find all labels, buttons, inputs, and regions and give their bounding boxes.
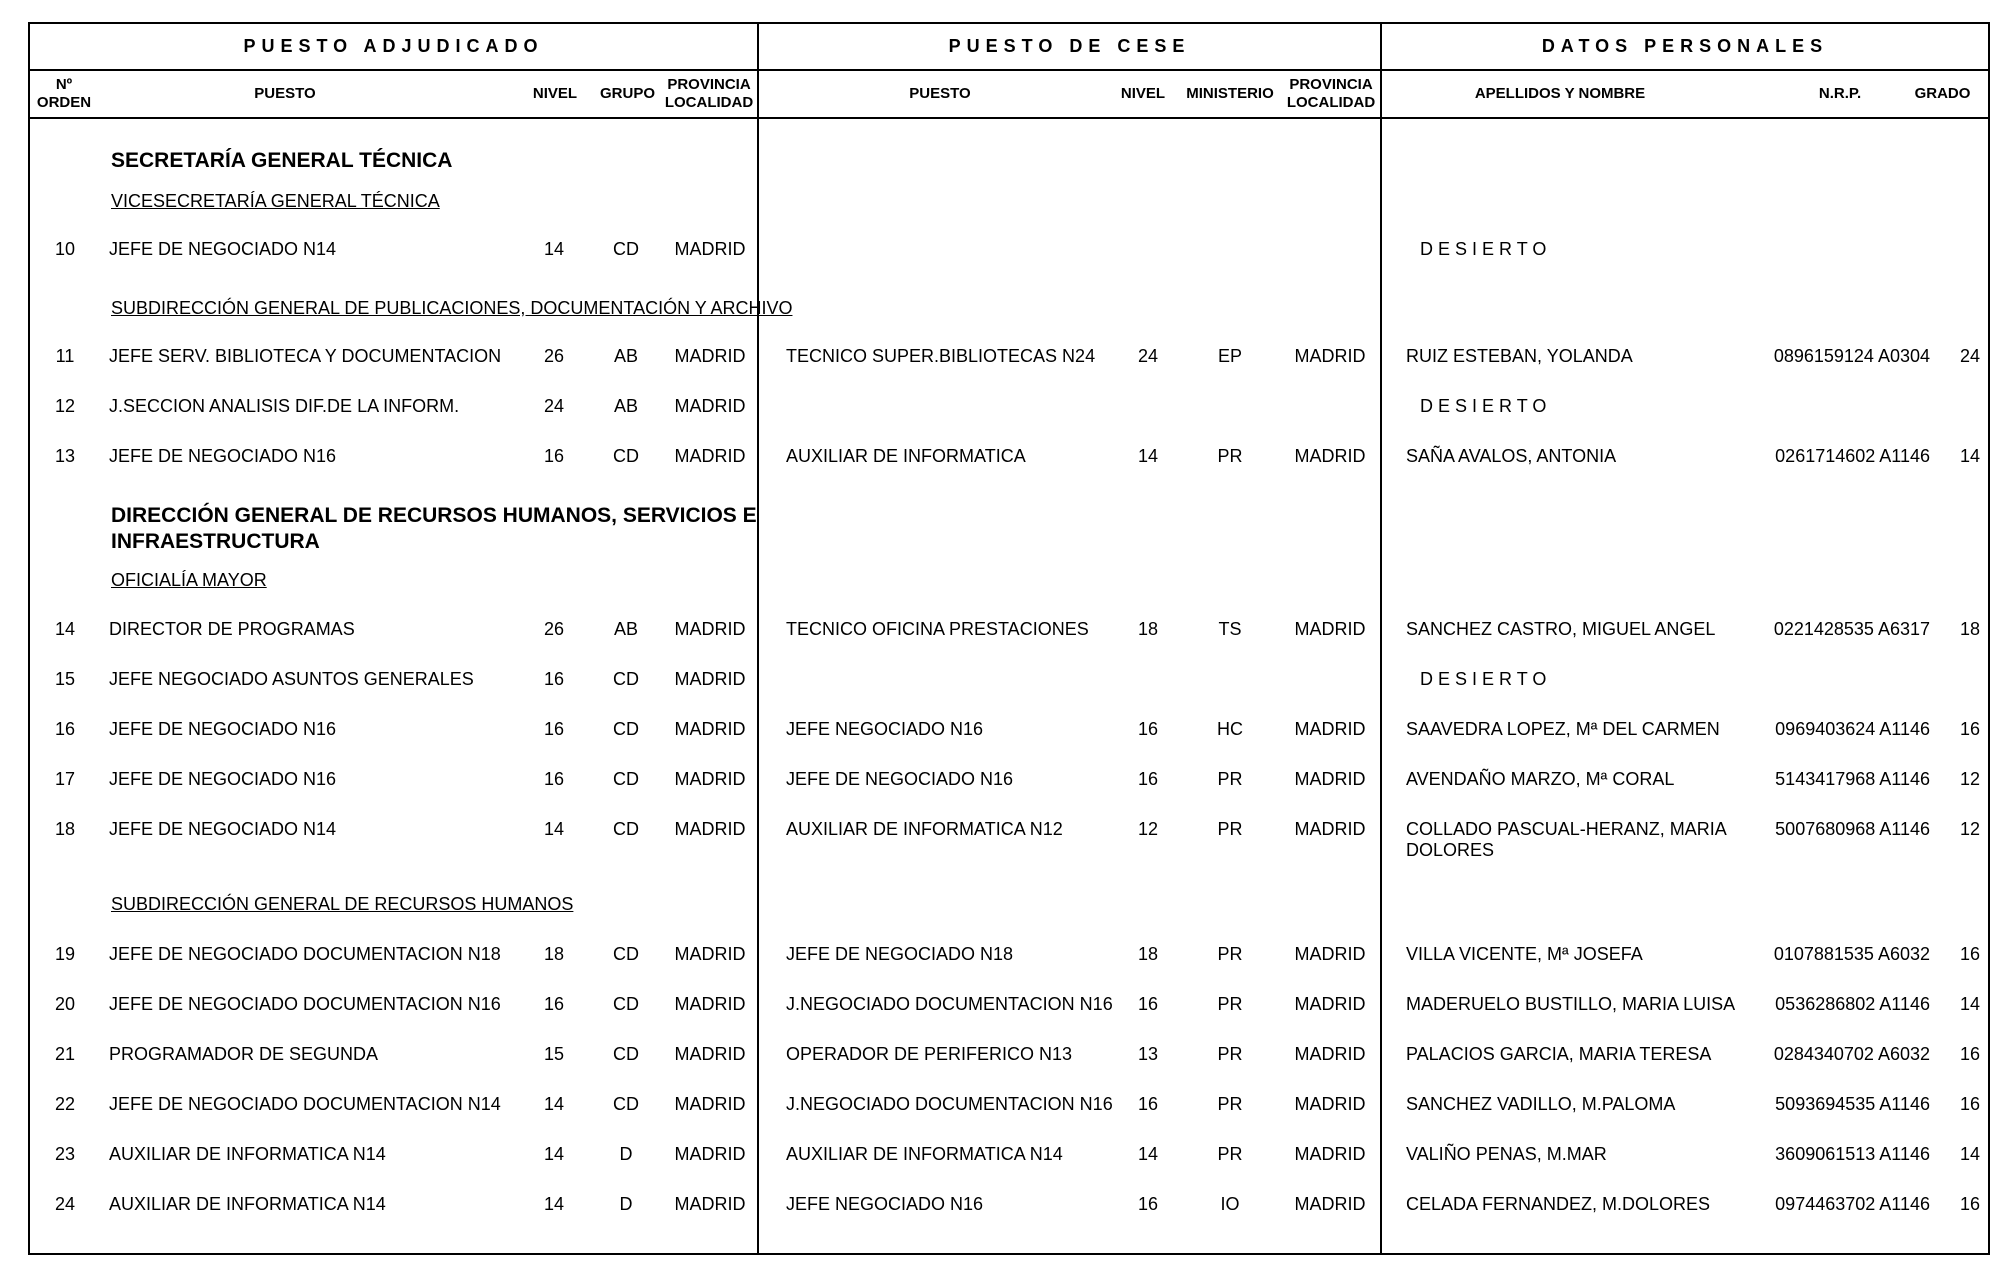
col-header-grado: GRADO xyxy=(1914,85,1971,102)
cell-orden: 16 xyxy=(54,719,76,739)
cell-grupo: AB xyxy=(613,396,638,416)
cell-puesto: AUXILIAR DE INFORMATICA N14 xyxy=(109,1144,386,1164)
cell-grado: 16 xyxy=(1959,1044,1980,1064)
cell-nombre: COLLADO PASCUAL-HERANZ, MARIA xyxy=(1406,819,1727,839)
cell-grupo: D xyxy=(619,1194,633,1214)
cell-puesto: JEFE DE NEGOCIADO N14 xyxy=(109,819,337,839)
cell-cese-puesto: AUXILIAR DE INFORMATICA N14 xyxy=(786,1144,1063,1164)
cell-cese-puesto: JEFE NEGOCIADO N16 xyxy=(786,1194,984,1214)
cell-nivel: 14 xyxy=(543,1094,565,1114)
cell-cese-nivel: 16 xyxy=(1137,769,1159,789)
cell-orden: 18 xyxy=(54,819,76,839)
cell-grupo: AB xyxy=(613,619,638,639)
subsection-recursos-humanos: SUBDIRECCIÓN GENERAL DE RECURSOS HUMANOS xyxy=(111,894,574,914)
cell-orden: 12 xyxy=(54,396,76,416)
cell-grado: 12 xyxy=(1959,769,1980,789)
cell-provincia: MADRID xyxy=(674,769,746,789)
cell-provincia: MADRID xyxy=(674,944,746,964)
cell-nivel: 14 xyxy=(543,1194,565,1214)
cell-grado: 14 xyxy=(1959,1144,1980,1164)
cell-cese-provincia: MADRID xyxy=(1294,619,1366,639)
cell-orden: 10 xyxy=(54,239,76,259)
cell-nombre: RUIZ ESTEBAN, YOLANDA xyxy=(1406,346,1633,366)
cell-nombre: MADERUELO BUSTILLO, MARIA LUISA xyxy=(1406,994,1736,1014)
cell-provincia: MADRID xyxy=(674,619,746,639)
cell-cese-puesto: AUXILIAR DE INFORMATICA xyxy=(786,446,1026,466)
cell-nombre-line2: DOLORES xyxy=(1406,840,1495,860)
cell-orden: 15 xyxy=(54,669,76,689)
subsection-oficialia-mayor: OFICIALÍA MAYOR xyxy=(111,570,267,590)
cell-provincia: MADRID xyxy=(674,994,746,1014)
section-recursos-humanos-line1: DIRECCIÓN GENERAL DE RECURSOS HUMANOS, SERVICIOS E xyxy=(111,504,757,527)
cell-cese-provincia: MADRID xyxy=(1294,944,1366,964)
cell-nivel: 16 xyxy=(543,719,565,739)
cell-ministerio: IO xyxy=(1220,1194,1240,1214)
cell-nivel: 16 xyxy=(543,769,565,789)
cell-grado: 14 xyxy=(1959,994,1980,1014)
column-divider-personales xyxy=(1380,22,1382,1255)
cell-grupo: CD xyxy=(613,719,639,739)
cell-puesto: JEFE DE NEGOCIADO DOCUMENTACION N16 xyxy=(109,994,501,1014)
cell-orden: 13 xyxy=(54,446,76,466)
cell-nivel: 15 xyxy=(543,1044,565,1064)
cell-nombre: CELADA FERNANDEZ, M.DOLORES xyxy=(1406,1194,1711,1214)
header-puesto-cese: PUESTO DE CESE xyxy=(948,36,1191,56)
cell-nrp: 0107881535 A6032 xyxy=(1773,944,1930,964)
col-header-provincia-line2: LOCALIDAD xyxy=(664,94,754,111)
col-header-puesto: PUESTO xyxy=(254,85,316,102)
cell-puesto: JEFE DE NEGOCIADO N14 xyxy=(109,239,337,259)
cell-grupo: CD xyxy=(613,446,639,466)
cell-nrp: 5143417968 A1146 xyxy=(1775,769,1930,789)
cell-ministerio: TS xyxy=(1218,619,1242,639)
cell-cese-provincia: MADRID xyxy=(1294,346,1366,366)
col-header-nrp: N.R.P. xyxy=(1818,85,1862,102)
cell-grado: 16 xyxy=(1959,719,1980,739)
cell-grupo: CD xyxy=(613,1094,639,1114)
cell-puesto: PROGRAMADOR DE SEGUNDA xyxy=(109,1044,379,1064)
cell-grupo: CD xyxy=(613,819,639,839)
cell-grado: 18 xyxy=(1959,619,1980,639)
section-recursos-humanos-line2: INFRAESTRUCTURA xyxy=(111,530,320,553)
cell-cese-provincia: MADRID xyxy=(1294,446,1366,466)
header-datos-personales: DATOS PERSONALES xyxy=(1541,36,1829,56)
cell-provincia: MADRID xyxy=(674,1144,746,1164)
cell-cese-provincia: MADRID xyxy=(1294,719,1366,739)
col-header-orden xyxy=(36,76,92,112)
cell-nivel: 14 xyxy=(543,819,565,839)
cell-nombre: AVENDAÑO MARZO, Mª CORAL xyxy=(1406,769,1675,789)
cell-provincia: MADRID xyxy=(674,446,746,466)
cell-nrp: 0284340702 A6032 xyxy=(1773,1044,1930,1064)
cell-nivel: 26 xyxy=(543,346,565,366)
cell-cese-nivel: 18 xyxy=(1137,944,1159,964)
cell-puesto: JEFE DE NEGOCIADO DOCUMENTACION N14 xyxy=(109,1094,501,1114)
cell-ministerio: PR xyxy=(1217,769,1243,789)
cell-grupo: D xyxy=(619,1144,633,1164)
cell-nivel: 18 xyxy=(543,944,565,964)
status-desierto: D E S I E R T O xyxy=(1420,669,1547,689)
cell-nivel: 14 xyxy=(543,239,565,259)
cell-puesto: JEFE NEGOCIADO ASUNTOS GENERALES xyxy=(109,669,474,689)
cell-cese-nivel: 13 xyxy=(1137,1044,1159,1064)
cell-nivel: 16 xyxy=(543,669,565,689)
col-header-apellidos: APELLIDOS Y NOMBRE xyxy=(1474,85,1646,102)
column-divider-cese xyxy=(757,22,759,1255)
header-puesto-adjudicado: PUESTO ADJUDICADO xyxy=(243,36,544,56)
cell-cese-nivel: 16 xyxy=(1137,1094,1159,1114)
cell-nombre: SANCHEZ VADILLO, M.PALOMA xyxy=(1406,1094,1676,1114)
cell-puesto: AUXILIAR DE INFORMATICA N14 xyxy=(109,1194,386,1214)
cell-nivel: 16 xyxy=(543,446,565,466)
cell-provincia: MADRID xyxy=(674,819,746,839)
cell-cese-nivel: 16 xyxy=(1137,719,1159,739)
col-header-orden-line1: Nº xyxy=(55,76,73,93)
cell-provincia: MADRID xyxy=(674,1044,746,1064)
cell-nrp: 0896159124 A0304 xyxy=(1773,346,1930,366)
cell-nivel: 14 xyxy=(543,1144,565,1164)
cell-orden: 19 xyxy=(54,944,76,964)
cell-grado: 24 xyxy=(1959,346,1980,366)
cell-provincia: MADRID xyxy=(674,669,746,689)
header-divider-bottom xyxy=(28,117,1990,119)
col-header-cese-provincia-line1: PROVINCIA xyxy=(1289,76,1373,93)
col-header-grupo: GRUPO xyxy=(599,85,655,102)
col-header-nivel: NIVEL xyxy=(532,85,578,102)
cell-nrp: 5093694535 A1146 xyxy=(1775,1094,1930,1114)
cell-ministerio: EP xyxy=(1217,346,1242,366)
cell-ministerio: PR xyxy=(1217,446,1243,466)
cell-provincia: MADRID xyxy=(674,346,746,366)
cell-provincia: MADRID xyxy=(674,239,746,259)
status-desierto: D E S I E R T O xyxy=(1420,239,1547,259)
cell-cese-nivel: 18 xyxy=(1137,619,1159,639)
cell-cese-nivel: 12 xyxy=(1137,819,1159,839)
cell-orden: 23 xyxy=(54,1144,76,1164)
cell-cese-provincia: MADRID xyxy=(1294,1144,1366,1164)
cell-puesto: JEFE SERV. BIBLIOTECA Y DOCUMENTACION xyxy=(109,346,502,366)
col-header-ministerio: MINISTERIO xyxy=(1186,85,1274,102)
cell-cese-nivel: 14 xyxy=(1137,446,1159,466)
cell-puesto: JEFE DE NEGOCIADO DOCUMENTACION N18 xyxy=(109,944,501,964)
subsection-vicesecretaria: VICESECRETARÍA GENERAL TÉCNICA xyxy=(111,191,440,211)
cell-nrp: 0969403624 A1146 xyxy=(1775,719,1930,739)
col-header-cese-nivel: NIVEL xyxy=(1120,85,1166,102)
section-secretaria-general-tecnica: SECRETARÍA GENERAL TÉCNICA xyxy=(111,149,453,172)
cell-orden: 24 xyxy=(54,1194,76,1214)
cell-ministerio: PR xyxy=(1217,994,1243,1014)
cell-orden: 21 xyxy=(54,1044,76,1064)
cell-cese-puesto: AUXILIAR DE INFORMATICA N12 xyxy=(786,819,1063,839)
cell-cese-puesto: TECNICO SUPER.BIBLIOTECAS N24 xyxy=(786,346,1096,366)
cell-grupo: CD xyxy=(613,944,639,964)
cell-cese-provincia: MADRID xyxy=(1294,994,1366,1014)
cell-grupo: CD xyxy=(613,239,639,259)
cell-nombre: SAAVEDRA LOPEZ, Mª DEL CARMEN xyxy=(1406,719,1720,739)
cell-cese-nivel: 16 xyxy=(1137,994,1159,1014)
col-header-cese-provincia xyxy=(1286,76,1376,112)
cell-cese-puesto: J.NEGOCIADO DOCUMENTACION N16 xyxy=(786,1094,1113,1114)
col-header-orden-line2: ORDEN xyxy=(36,94,92,111)
cell-grado: 16 xyxy=(1959,944,1980,964)
cell-provincia: MADRID xyxy=(674,1194,746,1214)
cell-grupo: CD xyxy=(613,994,639,1014)
cell-cese-provincia: MADRID xyxy=(1294,769,1366,789)
col-header-provincia xyxy=(664,76,754,112)
cell-ministerio: PR xyxy=(1217,1044,1243,1064)
cell-orden: 11 xyxy=(55,346,75,366)
cell-nrp: 0261714602 A1146 xyxy=(1775,446,1930,466)
cell-orden: 14 xyxy=(54,619,76,639)
cell-cese-nivel: 16 xyxy=(1137,1194,1159,1214)
cell-nombre: VILLA VICENTE, Mª JOSEFA xyxy=(1406,944,1643,964)
subsection-publicaciones: SUBDIRECCIÓN GENERAL DE PUBLICACIONES, DOCUMENTACIÓN Y ARCHIVO xyxy=(111,298,793,318)
status-desierto: D E S I E R T O xyxy=(1420,396,1547,416)
cell-nrp: 5007680968 A1146 xyxy=(1775,819,1930,839)
cell-puesto: DIRECTOR DE PROGRAMAS xyxy=(109,619,355,639)
cell-grupo: CD xyxy=(613,1044,639,1064)
cell-cese-puesto: JEFE DE NEGOCIADO N18 xyxy=(786,944,1014,964)
col-header-cese-puesto: PUESTO xyxy=(909,85,971,102)
cell-nrp: 0536286802 A1146 xyxy=(1775,994,1930,1014)
cell-nivel: 24 xyxy=(543,396,565,416)
cell-nivel: 16 xyxy=(543,994,565,1014)
header-divider-top xyxy=(28,69,1990,71)
cell-cese-nivel: 14 xyxy=(1137,1144,1159,1164)
cell-grado: 14 xyxy=(1959,446,1980,466)
cell-cese-puesto: TECNICO OFICINA PRESTACIONES xyxy=(786,619,1089,639)
cell-orden: 22 xyxy=(54,1094,76,1114)
cell-ministerio: PR xyxy=(1217,1144,1243,1164)
cell-cese-puesto: OPERADOR DE PERIFERICO N13 xyxy=(786,1044,1073,1064)
cell-puesto: JEFE DE NEGOCIADO N16 xyxy=(109,446,337,466)
cell-ministerio: PR xyxy=(1217,819,1243,839)
cell-nombre: PALACIOS GARCIA, MARIA TERESA xyxy=(1406,1044,1712,1064)
cell-puesto: J.SECCION ANALISIS DIF.DE LA INFORM. xyxy=(109,396,460,416)
cell-nrp: 3609061513 A1146 xyxy=(1775,1144,1930,1164)
cell-ministerio: HC xyxy=(1217,719,1243,739)
cell-orden: 20 xyxy=(54,994,76,1014)
col-header-cese-provincia-line2: LOCALIDAD xyxy=(1286,94,1376,111)
cell-nombre: VALIÑO PENAS, M.MAR xyxy=(1406,1144,1607,1164)
cell-ministerio: PR xyxy=(1217,944,1243,964)
cell-puesto: JEFE DE NEGOCIADO N16 xyxy=(109,719,337,739)
cell-grado: 16 xyxy=(1959,1194,1980,1214)
cell-cese-provincia: MADRID xyxy=(1294,819,1366,839)
col-header-provincia-line1: PROVINCIA xyxy=(667,76,751,93)
cell-nombre: SAÑA AVALOS, ANTONIA xyxy=(1406,446,1617,466)
cell-ministerio: PR xyxy=(1217,1094,1243,1114)
cell-cese-puesto: JEFE NEGOCIADO N16 xyxy=(786,719,984,739)
cell-cese-provincia: MADRID xyxy=(1294,1094,1366,1114)
cell-cese-provincia: MADRID xyxy=(1294,1044,1366,1064)
cell-orden: 17 xyxy=(54,769,76,789)
cell-grado: 16 xyxy=(1959,1094,1980,1114)
cell-grado: 12 xyxy=(1959,819,1980,839)
cell-provincia: MADRID xyxy=(674,396,746,416)
cell-provincia: MADRID xyxy=(674,1094,746,1114)
cell-cese-provincia: MADRID xyxy=(1294,1194,1366,1214)
cell-nrp: 0221428535 A6317 xyxy=(1773,619,1930,639)
cell-cese-puesto: JEFE DE NEGOCIADO N16 xyxy=(786,769,1014,789)
cell-puesto: JEFE DE NEGOCIADO N16 xyxy=(109,769,337,789)
cell-cese-nivel: 24 xyxy=(1137,346,1159,366)
cell-grupo: CD xyxy=(613,669,639,689)
cell-provincia: MADRID xyxy=(674,719,746,739)
cell-nombre: SANCHEZ CASTRO, MIGUEL ANGEL xyxy=(1406,619,1716,639)
cell-cese-puesto: J.NEGOCIADO DOCUMENTACION N16 xyxy=(786,994,1113,1014)
cell-nivel: 26 xyxy=(543,619,565,639)
cell-grupo: CD xyxy=(613,769,639,789)
cell-nrp: 0974463702 A1146 xyxy=(1775,1194,1930,1214)
cell-grupo: AB xyxy=(613,346,638,366)
